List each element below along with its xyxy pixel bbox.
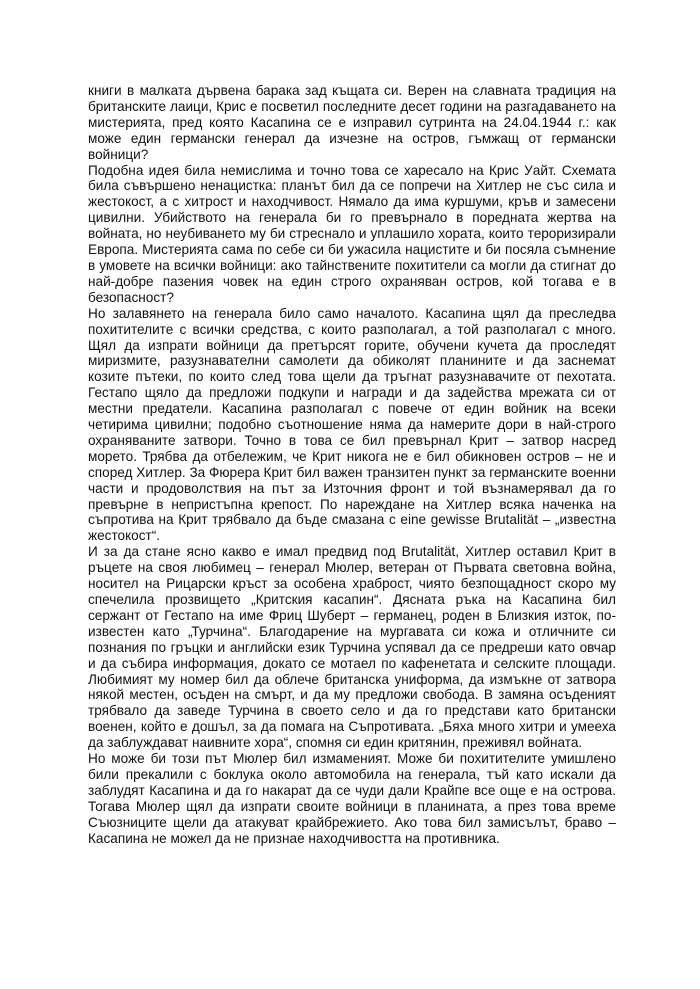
body-text	[88, 83, 616, 847]
paragraph-4: И за да стане ясно какво е имал предвид под Brutalität, Хитлер оставил Крит в ръцете на своя любимец – генерал Мюлер, ветеран от Първата световна война, носител на Рицарски кръст за особена храброст, чиято безпощадност скоро му спечелила прозвището „Критския касапин“. Дясната ръка на Касапина бил сержант от Гестапо на име Фриц Шуберт – германец, роден в Близкия изток, по-известен като „Турчина“. Благодарение на мургавата си кожа и отличните си познания по гръцки и английски език Турчина успявал да се предреши като овчар и да събира информация, докато се мотаел по кафенетата и селските площади. Любимият му номер бил да облече британска униформа, да измъкне от затвора някой местен, осъден на смърт, и да му предложи свобода. В замяна осъденият трябвало да заведе Турчина в своето село и да го представи като британски военен, който е дошъл, за да помага на Съпротивата. „Бяха много хитри и умееха да заблуждават наивните хора“, спомня си един критянин, преживял войната.	[88, 544, 616, 751]
paragraph-5: Но може би този път Мюлер бил измамeният. Може би похитителите умишлено били прекалили с боклука около автомобила на генерала, тъй като искали да заблудят Касапина и да го накарат да се чуди дали Крайпе все още е на острова. Тогава Мюлер щял да изпрати своите войници в планината, а през това време Съюзниците щели да атакуват крайбрежието. Ако това бил замисълът, браво – Касапина не можел да не признае находчивостта на противника.	[88, 751, 616, 846]
paragraph-2: Подобна идея била немислима и точно това се харесало на Крис Уайт. Схемата била съвършено ненацистка: планът бил да се попречи на Хитлер не със сила и жестокост, а с хитрост и находчивост. Нямало да има куршуми, кръв и замесени цивилни. Убийството на генерала би го превърнало в поредната жертва на войната, но неубиването му би стреснало и уплашило хората, които тероризирали Европа. Мистерията сама по себе си би ужасила нацистите и би посяла съмнение в умовете на всички войници: ако тайнствените похитители са могли да стигнат до най-добре пазения човек на един строго охраняван остров, кой тогава е в безопасност?	[88, 162, 616, 305]
paragraph-1: книги в малката дървена барака зад къщата си. Верен на славната традиция на британските лаици, Крис е посветил последните десет години на разгадаването на мистерията, пред която Касапина се е изправил сутринта на 24.04.1944 г.: как може един германски генерал да изчезне на остров, гъмжащ от германски войници?	[88, 83, 616, 162]
paragraph-3: Но залавянето на генерала било само началото. Касапина щял да преследва похитителите с всички средства, с които разполагал, а той разполагал с много. Щял да изпрати войници да претърсят горите, обучени кучета да проследят миризмите, разузнавателни самолети да обиколят планините и да заснемат козите пътеки, по които след това щели да тръгнат разузнавачите от пехотата. Гестапо щяло да предложи подкупи и награди и да задейства мрежата си от местни предатели. Касапина разполагал с повече от един войник на всеки четирима цивилни; подобно съотношение няма да намерите дори в най-строго охраняваните затвори. Точно в това се бил превърнал Крит – затвор насред морето. Трябва да отбележим, че Крит никога не е бил обикновен остров – не и според Хитлер. За Фюрера Крит бил важен транзитен пункт за германските военни части и продоволствия на път за Източния фронт и той възнамерявал да го превърне в непристъпна крепост. По нареждане на Хитлер всяка наченка на съпротива на Крит трябвало да бъде смазана с eine gewisse Brutalität – „известна жестокост“.	[88, 305, 616, 544]
